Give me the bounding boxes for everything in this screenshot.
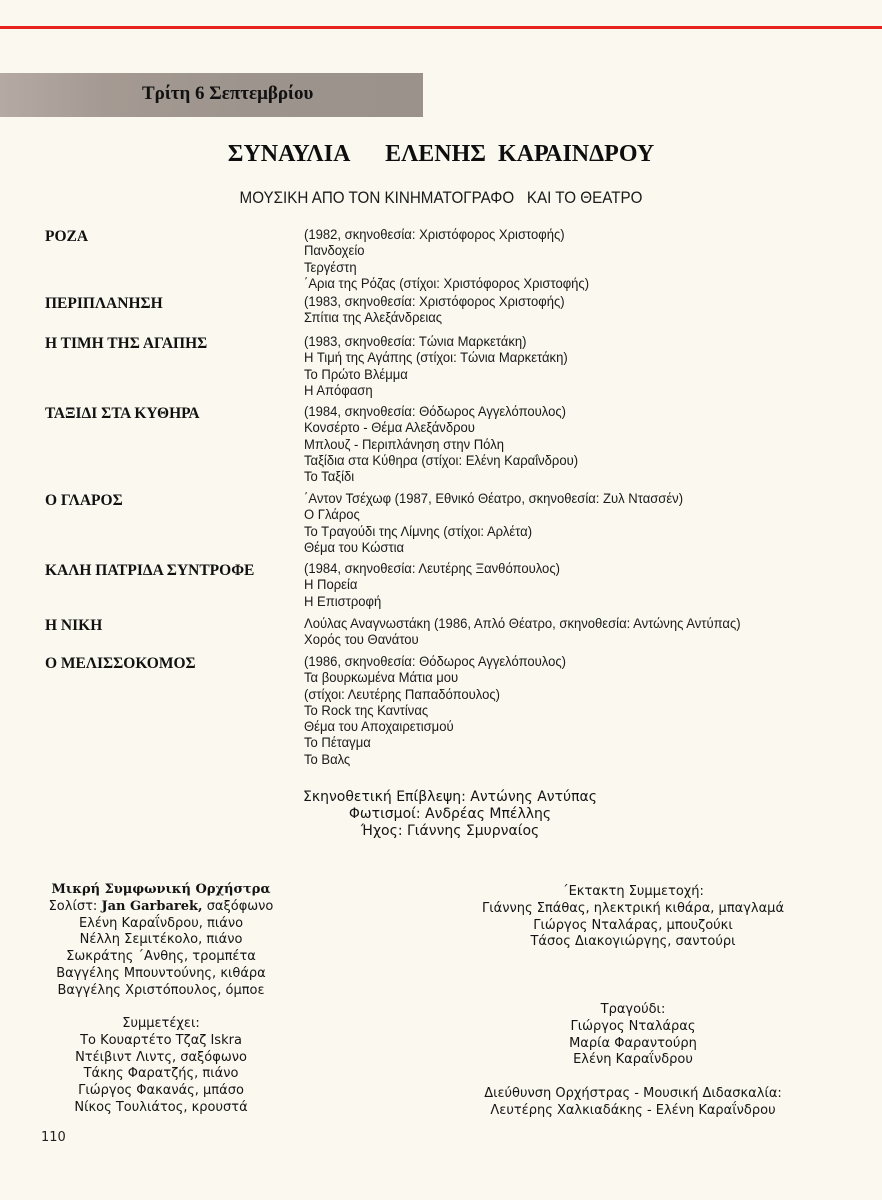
program-work (0, 294, 882, 334)
work-line: Κονσέρτο - Θέμα Αλεξάνδρου (304, 420, 475, 437)
concert-title: ΣΥΝΑΥΛΙΑ ΕΛΕΝΗΣ ΚΑΡΑΙΝΔΡΟΥ (227, 141, 655, 167)
work-line: Θέμα του Κώστια (304, 539, 405, 556)
orchestra-member: Ελένη Καραΐνδρου, πιάνο (78, 915, 244, 931)
work-title: Ο ΓΛΑΡΟΣ (45, 492, 123, 509)
work-title: ΡΟΖΑ (45, 228, 89, 245)
singing-block (452, 1002, 814, 1069)
work-line: (1983, σκηνοθεσία: Τώνια Μαρκετάκη) (304, 334, 527, 350)
special-member: Γιώργος Νταλάρας, μπουζούκι (533, 917, 733, 933)
participating-block (20, 1016, 302, 1117)
work-line: Το Πρώτο Βλέμμα (304, 366, 408, 383)
work-line: Μπλουζ - Περιπλάνηση στην Πόλη (304, 436, 504, 453)
orchestra-member: Νέλλη Σεμιτέκολο, πιάνο (79, 932, 243, 948)
direction-block (452, 1086, 814, 1120)
work-line: Η Πορεία (304, 577, 358, 594)
work-line: Το Πέταγμα (304, 735, 371, 752)
work-title: ΚΑΛΗ ΠΑΤΡΙΔΑ ΣΥΝΤΡΟΦΕ (45, 562, 255, 579)
direction-heading: Διεύθυνση Ορχήστρας - Μουσική Διδασκαλία: (484, 1086, 782, 1101)
singing-heading: Τραγούδι: (600, 1002, 666, 1017)
special-member: Γιάννης Σπάθας, ηλεκτρική κιθάρα, μπαγλαμά (481, 900, 785, 916)
work-line: ΄Αντον Τσέχωφ (1987, Εθνικό Θέατρο, σκηνοθεσία: Ζυλ Ντασσέν) (304, 491, 684, 507)
credit-line: Φωτισμοί: Ανδρέας Μπέλλης (348, 806, 552, 822)
work-line: Λούλας Αναγνωστάκη (1986, Απλό Θέατρο, σκηνοθεσία: Αντώνης Αντύπας) (304, 616, 741, 632)
participating-member: Ντέιβιντ Λιντς, σαξόφωνο (75, 1049, 247, 1065)
date-banner (0, 73, 423, 117)
orchestra-member: Σωκράτης ΄Ανθης, τρομπέτα (66, 949, 256, 965)
special-heading: ΄Εκτακτη Συμμετοχή: (562, 884, 704, 899)
program-work (0, 654, 882, 774)
work-title: Η ΝΙΚΗ (45, 617, 103, 634)
singer: Ελένη Καραΐνδρου (573, 1052, 693, 1068)
production-credits (0, 789, 882, 840)
work-line: (1984, σκηνοθεσία: Θόδωρος Αγγελόπουλος) (304, 404, 567, 420)
work-line: Πανδοχείο (304, 243, 365, 260)
work-line: (1984, σκηνοθεσία: Λευτέρης Ξανθόπουλος) (304, 561, 560, 577)
special-guest-block (452, 884, 814, 951)
program-work (0, 334, 882, 404)
work-title: ΤΑΞΙΔΙ ΣΤΑ ΚΥΘΗΡΑ (45, 405, 200, 422)
work-line: Ταξίδια στα Κύθηρα (στίχοι: Ελένη Καραΐνδρου) (304, 452, 579, 469)
top-red-rule (0, 26, 882, 29)
soloist-prefix: Σολίστ: (48, 898, 98, 914)
participating-member: Τάκης Φαρατζής, πιάνο (83, 1066, 239, 1082)
work-line: Το Ταξίδι (304, 469, 355, 486)
work-line: Σπίτια της Αλεξάνδρειας (304, 310, 443, 327)
special-member: Τάσος Διακογιώργης, σαντούρι (530, 934, 736, 950)
work-line: Η Επιστροφή (304, 593, 382, 610)
singer: Μαρία Φαραντούρη (569, 1035, 697, 1051)
work-line: Η Απόφαση (304, 382, 373, 399)
direction-names: Λευτέρης Χαλκιαδάκης - Ελένη Καραΐνδρου (490, 1102, 776, 1118)
work-line: Χορός του Θανάτου (304, 632, 419, 649)
participating-member: Νίκος Τουλιάτος, κρουστά (74, 1099, 248, 1115)
work-title: Η ΤΙΜΗ ΤΗΣ ΑΓΑΠΗΣ (45, 335, 208, 352)
work-line: Η Τιμή της Αγάπης (στίχοι: Τώνια Μαρκετάκη) (304, 350, 568, 367)
work-title: Ο ΜΕΛΙΣΣΟΚΟΜΟΣ (45, 655, 196, 672)
program-work (0, 227, 882, 294)
work-title: ΠΕΡΙΠΛΑΝΗΣΗ (45, 295, 163, 312)
singer: Γιώργος Νταλάρας (570, 1018, 696, 1034)
page-number: 110 (41, 1130, 66, 1145)
program-work (0, 491, 882, 561)
orchestra-member: Βαγγέλης Μπουντούνης, κιθάρα (56, 965, 266, 981)
program-work (0, 561, 882, 616)
program-work (0, 404, 882, 491)
orchestra-member: Βαγγέλης Χριστόπουλος, όμποε (57, 982, 265, 998)
orchestra-block (20, 882, 302, 1000)
credit-line: Σκηνοθετική Επίβλεψη: Αντώνης Αντύπας (302, 789, 597, 805)
participating-member: Το Κουαρτέτο Τζαζ Iskra (80, 1032, 242, 1048)
work-line: Τα βουρκωμένα Μάτια μου (304, 670, 459, 687)
work-line: Ο Γλάρος (304, 507, 360, 524)
work-line: (1982, σκηνοθεσία: Χριστόφορος Χριστοφής) (304, 227, 565, 243)
work-line: Το Βαλς (304, 751, 351, 768)
soloist-name: Jan Garbarek, (101, 898, 203, 914)
credit-line: Ήχος: Γιάννης Σμυρναίος (360, 823, 540, 839)
work-line: Το Rock της Καντίνας (304, 702, 429, 719)
program-work (0, 616, 882, 654)
participating-heading: Συμμετέχει: (122, 1016, 200, 1031)
soloist-instrument: σαξόφωνο (206, 898, 274, 914)
work-line: Το Τραγούδι της Λίμνης (στίχοι: Αρλέτα) (304, 523, 533, 540)
work-line: (στίχοι: Λευτέρης Παπαδόπουλος) (304, 686, 501, 703)
work-line: (1986, σκηνοθεσία: Θόδωρος Αγγελόπουλος) (304, 654, 567, 670)
soloist-line (20, 899, 302, 916)
work-line: ΄Αρια της Ρόζας (στίχοι: Χριστόφορος Χριστοφής) (304, 275, 590, 292)
date-banner-text: Τρίτη 6 Σεπτεμβρίου (142, 83, 314, 104)
orchestra-heading: Μικρή Συμφωνική Ορχήστρα (51, 882, 271, 897)
participating-member: Γιώργος Φακανάς, μπάσο (78, 1083, 244, 1099)
concert-subtitle: ΜΟΥΣΙΚΗ ΑΠΟ ΤΟΝ ΚΙΝΗΜΑΤΟΓΡΑΦΟ ΚΑΙ ΤΟ ΘΕΑΤΡΟ (239, 189, 643, 207)
work-line: Θέμα του Αποχαιρετισμού (304, 719, 454, 736)
work-line: (1983, σκηνοθεσία: Χριστόφορος Χριστοφής) (304, 294, 565, 310)
work-line: Τεργέστη (304, 259, 357, 276)
program-list (0, 227, 882, 774)
